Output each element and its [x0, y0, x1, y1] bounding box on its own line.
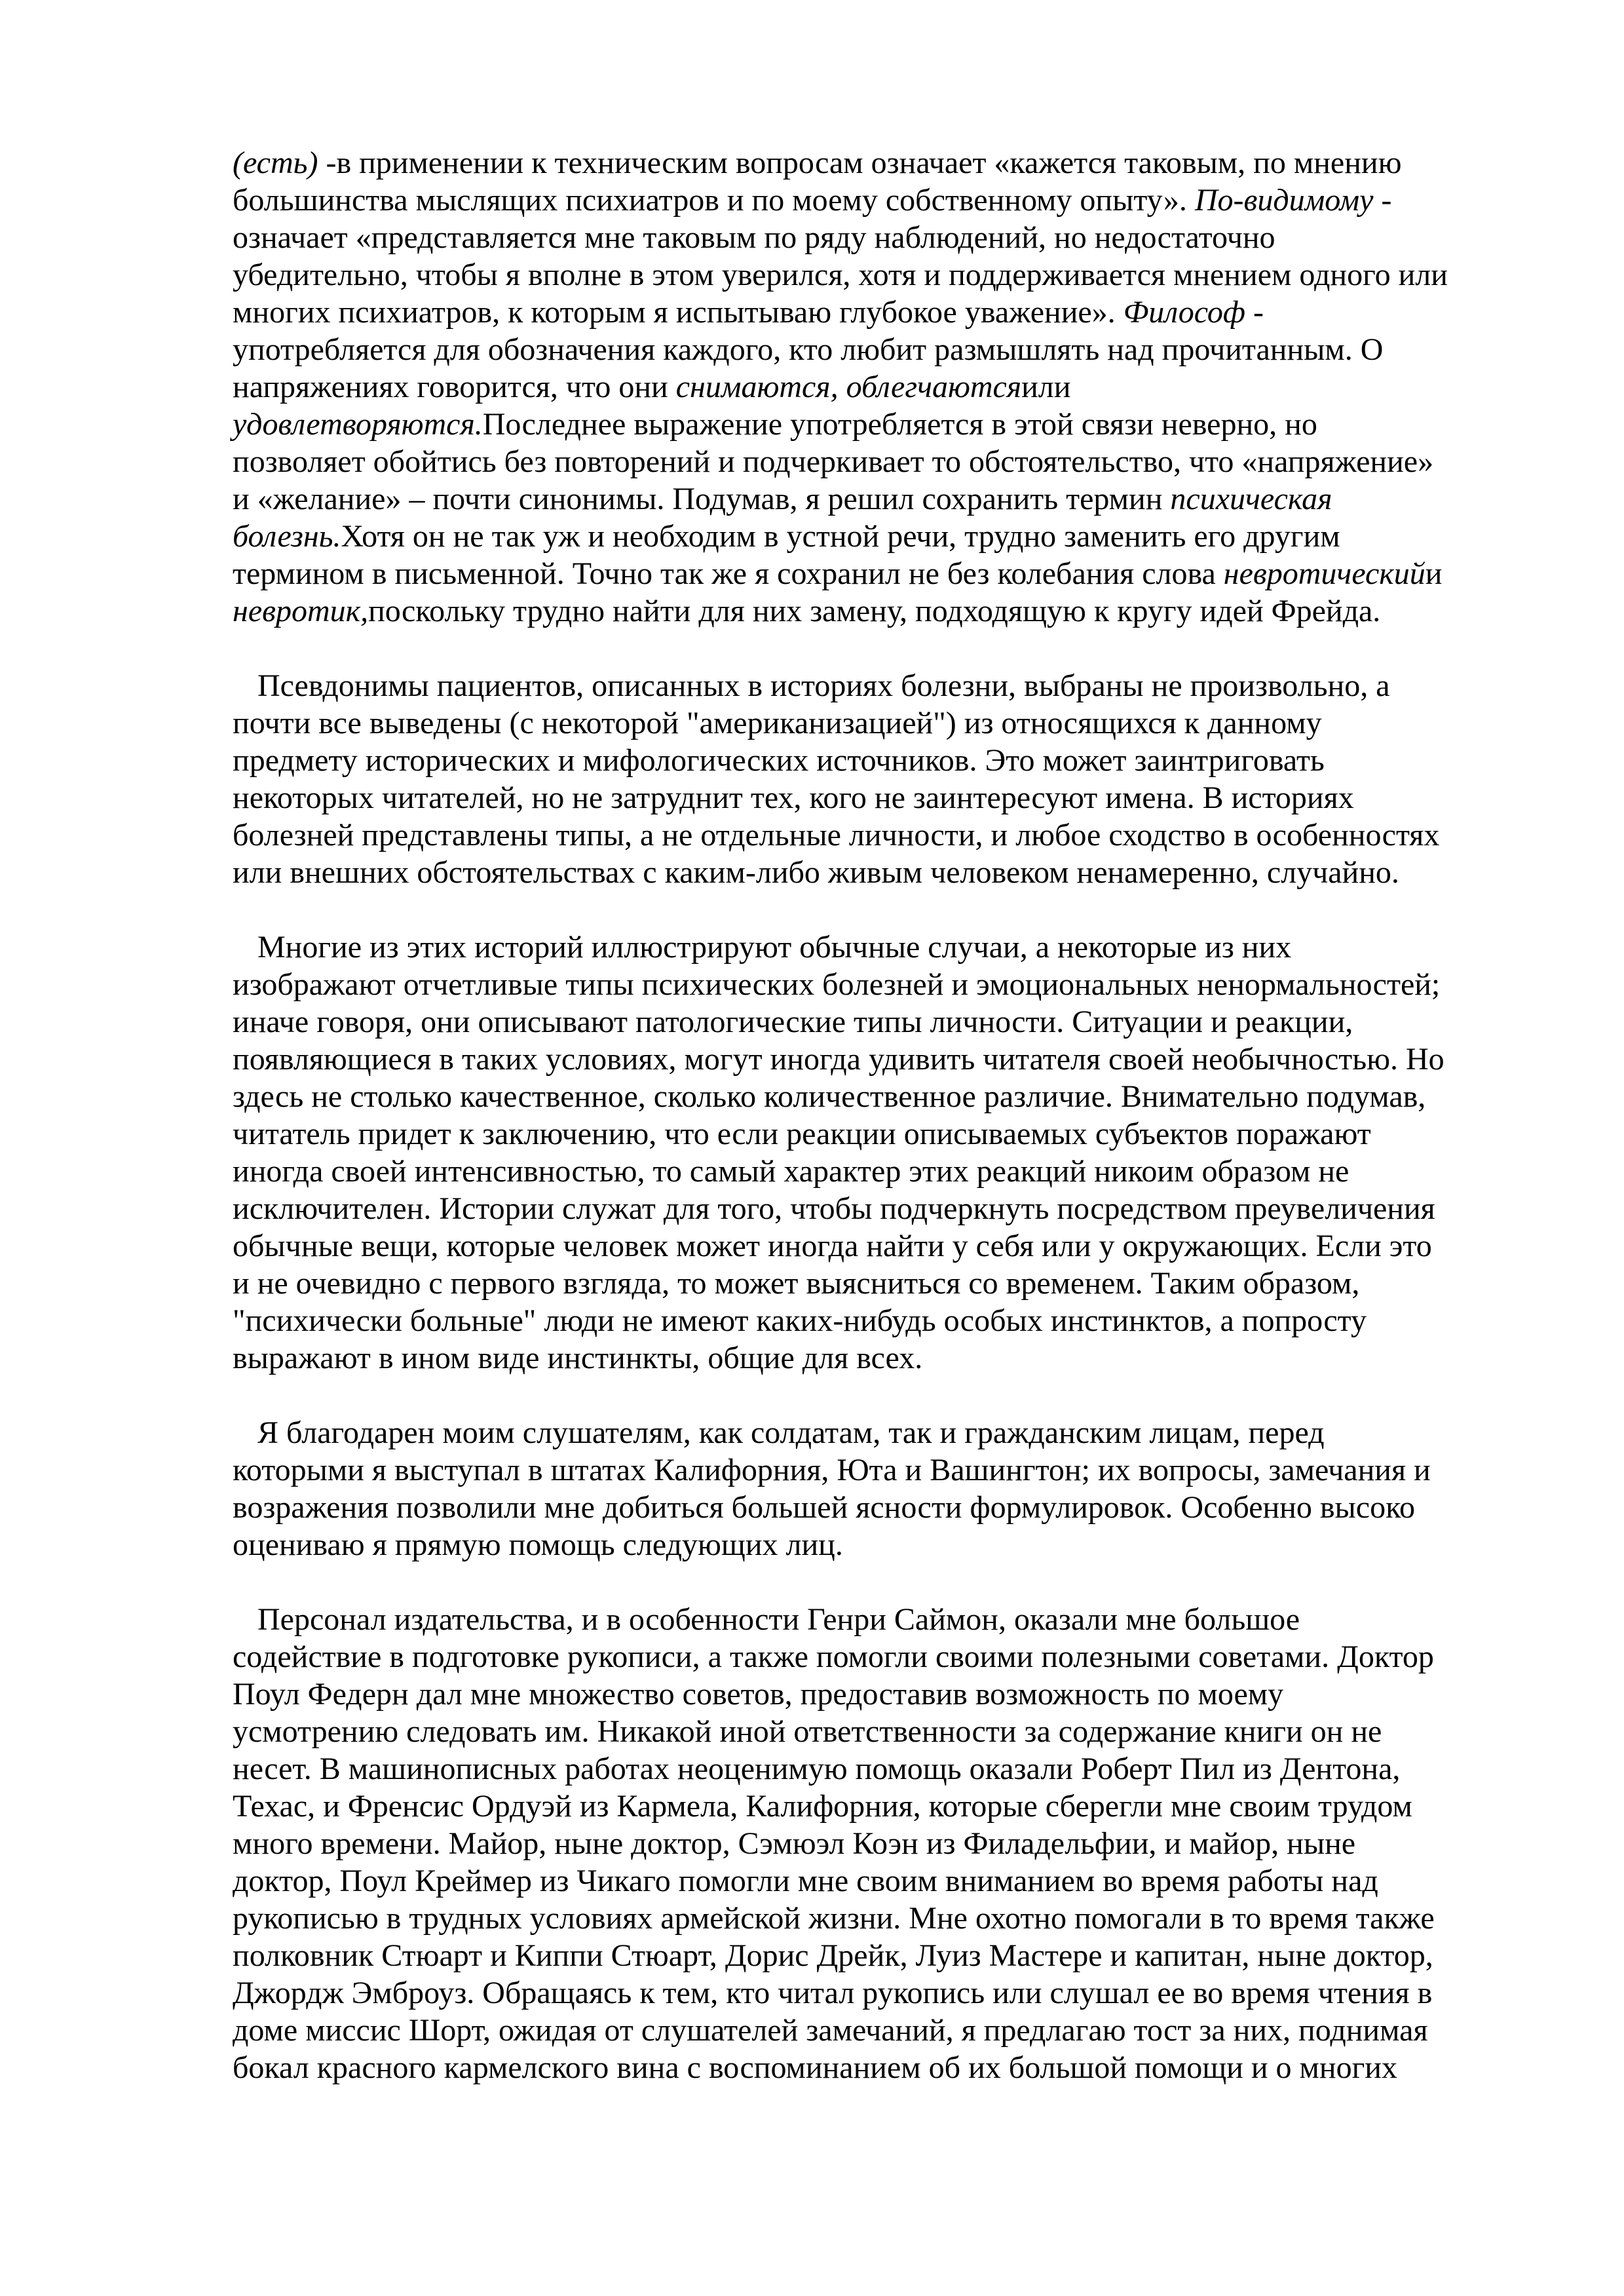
- text-run: -: [1245, 295, 1264, 330]
- paragraph: [233, 667, 1507, 891]
- paragraph: [233, 1601, 1507, 2086]
- text-run: -в применении к техническим вопросам означает «кажется таковым, по мнению: [318, 145, 1402, 180]
- text-run: поскольку трудно найти для них замену, подходящую к кругу идей Фрейда.: [368, 594, 1381, 628]
- text-run: или: [1021, 370, 1071, 404]
- text-run: предмету исторических и мифологических источников. Это может заинтриговать: [233, 743, 1325, 778]
- text-line: [233, 1862, 1507, 1900]
- italic-text-run: болезнь.: [233, 519, 341, 554]
- text-line: [233, 144, 1507, 182]
- text-run: многих психиатров, к которым я испытываю глубокое уважение».: [233, 295, 1124, 330]
- text-line: [233, 2049, 1507, 2086]
- text-line: [233, 816, 1507, 854]
- text-line: [233, 518, 1507, 555]
- text-line: [233, 480, 1507, 518]
- text-line: [233, 592, 1507, 630]
- text-run: означает «представляется мне таковым по ряду наблюдений, но недостаточно: [233, 220, 1275, 255]
- text-line: [233, 1003, 1507, 1041]
- text-line: [233, 1638, 1507, 1675]
- text-run: доктор, Поул Креймер из Чикаго помогли мне своим вниманием во время работы над: [233, 1864, 1378, 1898]
- text-line: [233, 219, 1507, 256]
- text-run: полковник Стюарт и Киппи Стюарт, Дорис Дрейк, Луиз Мастере и капитан, ныне доктор,: [233, 1938, 1433, 1973]
- text-line: [233, 1675, 1507, 1713]
- text-line: [233, 1227, 1507, 1265]
- text-run: Поул Федерн дал мне множество советов, предоставив возможность по моему: [233, 1677, 1284, 1712]
- text-line: [233, 928, 1507, 966]
- text-run: несет. В машинописных работах неоценимую помощь оказали Роберт Пил из Дентона,: [233, 1751, 1401, 1786]
- text-line: [233, 667, 1507, 704]
- text-run: болезней представлены типы, а не отдельные личности, и любое сходство в особенностях: [233, 818, 1440, 852]
- text-run: "психически больные" люди не имеют каких-нибудь особых инстинктов, а попросту: [233, 1303, 1367, 1338]
- text-run: и «желание» – почти синонимы. Подумав, я решил сохранить термин: [233, 482, 1171, 516]
- italic-text-run: снимаются, облегчаются: [675, 370, 1022, 404]
- text-run: изображают отчетливые типы психических болезней и эмоциональных ненормальностей;: [233, 967, 1441, 1002]
- text-line: [233, 742, 1507, 779]
- text-run: исключителен. Истории служат для того, чтобы подчеркнуть посредством преувеличения: [233, 1191, 1435, 1226]
- text-run: иногда своей интенсивностью, то самый характер этих реакций никоим образом не: [233, 1154, 1350, 1189]
- text-line: [233, 443, 1507, 480]
- text-line: [233, 1153, 1507, 1190]
- text-line: [233, 555, 1507, 592]
- text-line: [233, 182, 1507, 219]
- text-run: Многие из этих историй иллюстрируют обычные случаи, а некоторые из них: [257, 930, 1292, 965]
- text-line: [233, 1414, 1507, 1451]
- text-run: которыми я выступал в штатах Калифорния, Юта и Вашингтон; их вопросы, замечания и: [233, 1453, 1431, 1487]
- text-line: [233, 1974, 1507, 2012]
- text-block: [233, 144, 1507, 2086]
- text-run: обычные вещи, которые человек может иногда найти у себя или у окружающих. Если это: [233, 1229, 1432, 1263]
- text-run: термином в письменной. Точно так же я сохранил не без колебания слова: [233, 556, 1224, 591]
- italic-text-run: невротик,: [233, 594, 369, 628]
- italic-text-run: (есть): [233, 145, 318, 180]
- text-line: [233, 256, 1507, 294]
- text-run: Джордж Эмброуз. Обращаясь к тем, кто читал рукопись или слушал ее во время чтения в: [233, 1976, 1433, 2010]
- paragraph: [233, 928, 1507, 1377]
- text-run: убедительно, чтобы я вполне в этом уверился, хотя и поддерживается мнением одного или: [233, 258, 1448, 292]
- paragraph: [233, 1414, 1507, 1563]
- text-line: [233, 1825, 1507, 1862]
- text-line: [233, 294, 1507, 331]
- text-line: [233, 331, 1507, 368]
- text-line: [233, 1302, 1507, 1339]
- text-run: читатель придет к заключению, что если реакции описываемых субъектов поражают: [233, 1117, 1371, 1151]
- text-run: оцениваю я прямую помощь следующих лиц.: [233, 1527, 843, 1562]
- text-run: -: [1373, 183, 1392, 218]
- text-run: Последнее выражение употребляется в этой связи неверно, но: [482, 407, 1317, 442]
- text-run: доме миссис Шорт, ожидая от слушателей замечаний, я предлагаю тост за них, поднимая: [233, 2013, 1428, 2048]
- text-line: [233, 1190, 1507, 1227]
- text-run: бокал красного кармелского вина с воспоминанием об их большой помощи и о многих: [233, 2050, 1397, 2085]
- italic-text-run: психическая: [1170, 482, 1332, 516]
- text-run: и не очевидно с первого взгляда, то может выясниться со временем. Таким образом,: [233, 1266, 1360, 1301]
- text-run: выражают в ином виде инстинкты, общие для всех.: [233, 1341, 923, 1375]
- text-run: Хотя он не так уж и необходим в устной речи, трудно заменить его другим: [341, 519, 1340, 554]
- text-line: [233, 1900, 1507, 1937]
- text-run: Псевдонимы пациентов, описанных в историях болезни, выбраны не произвольно, а: [257, 668, 1390, 703]
- text-run: почти все выведены (с некоторой "американизацией") из относящихся к данному: [233, 706, 1322, 740]
- text-line: [233, 1451, 1507, 1489]
- text-run: много времени. Майор, ныне доктор, Сэмюэл Коэн из Филадельфии, и майор, ныне: [233, 1826, 1356, 1861]
- text-run: Персонал издательства, и в особенности Генри Саймон, оказали мне большое: [257, 1602, 1300, 1637]
- text-run: большинства мыслящих психиатров и по моему собственному опыту».: [233, 183, 1195, 218]
- text-run: здесь не столько качественное, сколько количественное различие. Внимательно подумав,: [233, 1079, 1426, 1114]
- text-run: некоторых читателей, но не затруднит тех, кого не заинтересуют имена. В историях: [233, 780, 1354, 815]
- text-run: иначе говоря, они описывают патологические типы личности. Ситуации и реакции,: [233, 1004, 1353, 1039]
- text-line: [233, 1526, 1507, 1563]
- text-run: содействие в подготовке рукописи, а также помогли своими полезными советами. Доктор: [233, 1639, 1434, 1674]
- text-line: [233, 1601, 1507, 1638]
- text-run: употребляется для обозначения каждого, кто любит размышлять над прочитанным. О: [233, 332, 1384, 367]
- text-line: [233, 704, 1507, 742]
- text-line: [233, 1489, 1507, 1526]
- text-line: [233, 1265, 1507, 1302]
- text-run: Техас, и Френсис Ордуэй из Кармела, Калифорния, которые сберегли мне своим трудом: [233, 1789, 1412, 1824]
- italic-text-run: невротический: [1223, 556, 1426, 591]
- text-line: [233, 966, 1507, 1003]
- text-line: [233, 1041, 1507, 1078]
- paragraph: [233, 144, 1507, 630]
- text-run: Я благодарен моим слушателям, как солдатам, так и гражданским лицам, перед: [257, 1415, 1325, 1450]
- text-line: [233, 1788, 1507, 1825]
- italic-text-run: Философ: [1123, 295, 1245, 330]
- text-line: [233, 406, 1507, 443]
- text-run: возражения позволили мне добиться большей ясности формулировок. Особенно высоко: [233, 1490, 1415, 1525]
- italic-text-run: По-видимому: [1194, 183, 1374, 218]
- text-run: позволяет обойтись без повторений и подчеркивает то обстоятельство, что «напряжение»: [233, 444, 1434, 479]
- italic-text-run: удовлетворяются.: [233, 407, 483, 442]
- text-line: [233, 1713, 1507, 1750]
- text-line: [233, 368, 1507, 406]
- text-line: [233, 1115, 1507, 1153]
- text-run: рукописью в трудных условиях армейской жизни. Мне охотно помогали в то время также: [233, 1901, 1435, 1936]
- text-line: [233, 854, 1507, 891]
- text-run: и: [1425, 556, 1443, 591]
- text-run: появляющиеся в таких условиях, могут иногда удивить читателя своей необычностью. Но: [233, 1042, 1445, 1077]
- text-line: [233, 1750, 1507, 1788]
- text-line: [233, 779, 1507, 816]
- text-run: напряжениях говорится, что они: [233, 370, 676, 404]
- text-run: усмотрению следовать им. Никакой иной ответственности за содержание книги он не: [233, 1714, 1382, 1749]
- text-line: [233, 1937, 1507, 1974]
- text-run: или внешних обстоятельствах с каким-либо живым человеком ненамеренно, случайно.: [233, 855, 1399, 890]
- text-line: [233, 1339, 1507, 1377]
- text-line: [233, 1078, 1507, 1115]
- text-line: [233, 2012, 1507, 2049]
